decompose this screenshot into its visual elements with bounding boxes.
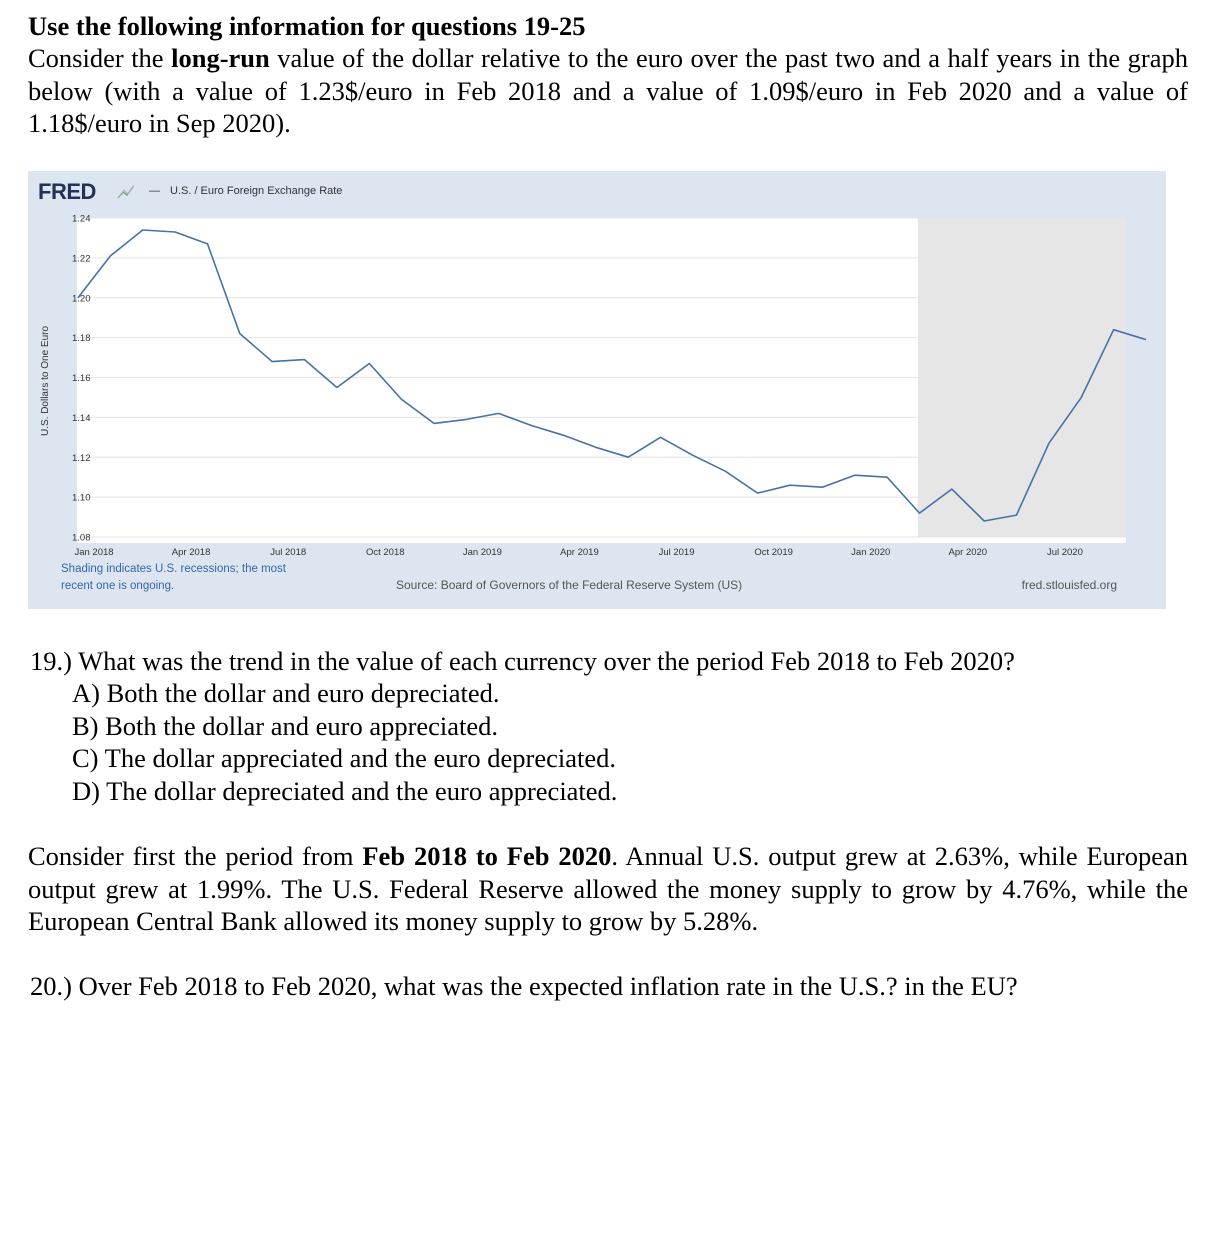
period-paragraph <box>28 840 1188 938</box>
intro-text-end: value of the dollar relative to the euro over the past two and a half years in the graph below (with a value of 1.23$/euro in Feb 2018 and a value of 1.09$/euro in Feb 2020 and a value of 1.18$/euro in Sep 2020). <box>28 43 1189 138</box>
x-tick-label: Jan 2018 <box>74 547 114 558</box>
site-url: fred.stlouisfed.org <box>1021 578 1117 592</box>
source-note: Source: Board of Governors of the Federal Reserve System (US) <box>396 578 743 592</box>
question-19: 19.) What was the trend in the value of each currency over the period Feb 2018 to Feb 2020? <box>30 646 1015 676</box>
question-20: 20.) Over Feb 2018 to Feb 2020, what was the expected inflation rate in the U.S.? in the EU? <box>30 971 1018 1001</box>
fred-chart-svg <box>28 171 1166 609</box>
x-tick-label: Jul 2018 <box>270 547 307 558</box>
legend-series-name: U.S. / Euro Foreign Exchange Rate <box>170 185 343 197</box>
period-bold-range: Feb 2018 to Feb 2020 <box>362 841 612 871</box>
intro-paragraph <box>28 42 1188 140</box>
x-tick-label: Jul 2020 <box>1046 547 1083 558</box>
y-tick-label: 1.14 <box>72 412 91 424</box>
x-tick-label: Jan 2020 <box>851 547 891 558</box>
y-tick-label: 1.18 <box>72 333 91 345</box>
intro-text-start: Consider the <box>28 43 172 73</box>
y-tick-label: 1.20 <box>72 293 91 305</box>
fred-chart <box>28 171 1166 609</box>
x-tick-label: Jul 2019 <box>658 547 695 558</box>
x-tick-label: Oct 2018 <box>365 547 405 558</box>
shading-note-line-2: recent one is ongoing. <box>61 580 175 592</box>
y-tick-label: 1.12 <box>72 452 91 464</box>
intro-bold-term: long-run <box>171 43 270 73</box>
x-tick-label: Apr 2019 <box>560 547 599 558</box>
section-heading: Use the following information for questions 19-25 <box>28 11 586 41</box>
y-tick-label: 1.22 <box>72 253 91 265</box>
y-tick-labels <box>72 214 91 544</box>
option-a: A) Both the dollar and euro depreciated. <box>72 678 500 708</box>
legend-line-marker: — <box>149 185 160 197</box>
x-tick-label: Jan 2019 <box>462 547 502 558</box>
option-b: B) Both the dollar and euro appreciated. <box>72 710 499 741</box>
y-tick-label: 1.08 <box>72 532 91 544</box>
y-tick-label: 1.10 <box>72 492 91 504</box>
y-axis-label: U.S. Dollars to One Euro <box>40 325 51 437</box>
x-tick-label: Apr 2018 <box>171 547 211 558</box>
option-c: C) The dollar appreciated and the euro depreciated. <box>72 743 616 773</box>
question-19-options <box>72 677 617 807</box>
period-text-start: Consider first the period from <box>28 841 363 871</box>
period-text-end: . Annual U.S. output grew at 2.63%, while European output grew at 1.99%. The U.S. Federal Reserve allowed the money supply to grow by 4.76%, while the European Central Bank allowed its money supply to grow by 5.28%. <box>28 841 1189 936</box>
y-tick-label: 1.16 <box>72 373 91 384</box>
fred-logo: FRED <box>38 179 96 204</box>
shading-note-line-1: Shading indicates U.S. recessions; the most <box>61 563 287 575</box>
y-tick-label: 1.24 <box>72 213 91 225</box>
x-tick-label: Oct 2019 <box>754 547 793 558</box>
x-tick-label: Apr 2020 <box>948 547 988 558</box>
option-d: D) The dollar depreciated and the euro appreciated. <box>72 775 618 806</box>
